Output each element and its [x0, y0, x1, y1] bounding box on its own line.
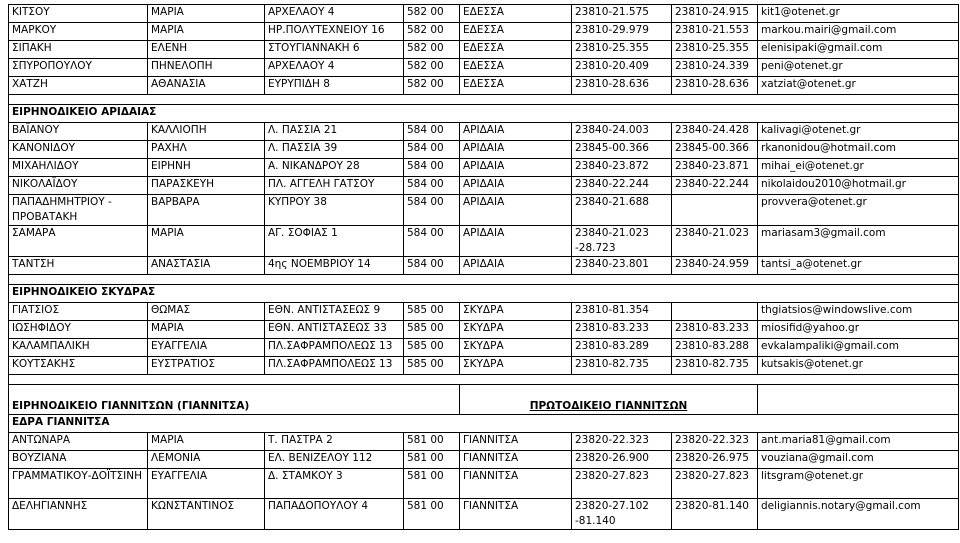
cell-phone: 23820-27.102 -81.140	[572, 499, 672, 530]
cell-city: ΑΡΙΔΑΙΑ	[460, 177, 572, 195]
cell-address: ΑΡΧΕΛΑΟΥ 4	[265, 5, 404, 23]
cell-phone: 23820-22.323	[572, 433, 672, 451]
cell-email[interactable]: mariasam3@gmail.com	[758, 226, 959, 257]
cell-address: ΗΡ.ΠΟΛΥΤΕΧΝΕΙΟΥ 16	[265, 23, 404, 41]
cell-postcode: 584 00	[404, 177, 460, 195]
cell-surname: ΓΙΑΤΣΙΟΣ	[9, 303, 148, 321]
cell-surname: ΔΕΛΗΓΙΑΝΝΗΣ	[9, 499, 148, 530]
table-row	[9, 77, 959, 95]
cell-address: Λ. ΠΑΣΣΙΑ 39	[265, 141, 404, 159]
separator-cell	[9, 375, 959, 385]
cell-surname: ΓΡΑΜΜΑΤΙΚΟΥ-ΔΟΪΤΣΙΝΗ	[9, 469, 148, 499]
separator-cell	[9, 275, 959, 285]
cell-city: ΑΡΙΔΑΙΑ	[460, 123, 572, 141]
separator-row	[9, 275, 959, 285]
cell-city: ΓΙΑΝΝΙΤΣΑ	[460, 469, 572, 499]
cell-city: ΑΡΙΔΑΙΑ	[460, 257, 572, 275]
cell-email[interactable]: mihai_ei@otenet.gr	[758, 159, 959, 177]
cell-postcode: 582 00	[404, 77, 460, 95]
cell-fax: 23810-83.288	[672, 339, 758, 357]
section-title: ΕΙΡΗΝΟΔΙΚΕΙΟ ΓΙΑΝΝΙΤΣΩΝ (ΓΙΑΝΝΙΤΣΑ)	[9, 385, 460, 415]
cell-email[interactable]: deligiannis.notary@gmail.com	[758, 499, 959, 530]
cell-city: ΕΔΕΣΣΑ	[460, 41, 572, 59]
cell-fax: 23810-24.915	[672, 5, 758, 23]
cell-surname: ΣΠΥΡΟΠΟΥΛΟΥ	[9, 59, 148, 77]
cell-city: ΕΔΕΣΣΑ	[460, 5, 572, 23]
cell-fax	[672, 195, 758, 226]
cell-first-name: ΕΥΑΓΓΕΛΙΑ	[148, 339, 265, 357]
cell-address: ΚΥΠΡΟΥ 38	[265, 195, 404, 226]
cell-postcode: 582 00	[404, 59, 460, 77]
cell-email[interactable]: evkalampaliki@gmail.com	[758, 339, 959, 357]
directory-table	[8, 4, 959, 530]
table-row	[9, 303, 959, 321]
section-title: ΕΔΡΑ ΓΙΑΝΝΙΤΣΑ	[9, 415, 959, 433]
cell-fax: 23840-21.023	[672, 226, 758, 257]
court-header-row	[9, 385, 959, 415]
cell-phone: 23810-82.735	[572, 357, 672, 375]
cell-address: ΠΑΠΑΔΟΠΟΥΛΟΥ 4	[265, 499, 404, 530]
cell-city: ΣΚΥΔΡΑ	[460, 357, 572, 375]
cell-first-name: ΕΥΑΓΓΕΛΙΑ	[148, 469, 265, 499]
cell-fax: 23840-24.428	[672, 123, 758, 141]
cell-city: ΑΡΙΔΑΙΑ	[460, 141, 572, 159]
cell-fax: 23820-81.140	[672, 499, 758, 530]
cell-city: ΕΔΕΣΣΑ	[460, 23, 572, 41]
cell-phone: 23810-83.289	[572, 339, 672, 357]
cell-fax: 23845-00.366	[672, 141, 758, 159]
cell-surname: ΚΟΥΤΣΑΚΗΣ	[9, 357, 148, 375]
cell-postcode: 585 00	[404, 339, 460, 357]
cell-postcode: 582 00	[404, 41, 460, 59]
cell-first-name: ΜΑΡΙΑ	[148, 321, 265, 339]
cell-surname: ΜΑΡΚΟΥ	[9, 23, 148, 41]
cell-phone: 23840-23.801	[572, 257, 672, 275]
cell-first-name: ΕΥΣΤΡΑΤΙΟΣ	[148, 357, 265, 375]
table-row	[9, 226, 959, 257]
cell-city: ΓΙΑΝΝΙΤΣΑ	[460, 499, 572, 530]
cell-email[interactable]: elenisipaki@gmail.com	[758, 41, 959, 59]
cell-fax: 23840-24.959	[672, 257, 758, 275]
cell-email[interactable]: rkanonidou@hotmail.com	[758, 141, 959, 159]
cell-address: ΑΡΧΕΛΑΟΥ 4	[265, 59, 404, 77]
section-title: ΕΙΡΗΝΟΔΙΚΕΙΟ ΣΚΥΔΡΑΣ	[9, 285, 959, 303]
table-row	[9, 195, 959, 226]
cell-address: ΕΘΝ. ΑΝΤΙΣΤΑΣΕΩΣ 33	[265, 321, 404, 339]
cell-city: ΑΡΙΔΑΙΑ	[460, 226, 572, 257]
cell-address: ΠΛ. ΑΓΓΕΛΗ ΓΑΤΣΟΥ	[265, 177, 404, 195]
table-row	[9, 5, 959, 23]
cell-email[interactable]: thgiatsios@windowslive.com	[758, 303, 959, 321]
cell-first-name: ΠΗΝΕΛΟΠΗ	[148, 59, 265, 77]
cell-fax	[672, 303, 758, 321]
cell-phone: 23840-21.688	[572, 195, 672, 226]
cell-city: ΕΔΕΣΣΑ	[460, 77, 572, 95]
cell-surname: ΣΙΠΑΚΗ	[9, 41, 148, 59]
section-header-aridaia	[9, 105, 959, 123]
cell-postcode: 584 00	[404, 159, 460, 177]
cell-email[interactable]: miosifid@yahoo.gr	[758, 321, 959, 339]
cell-first-name: ΚΩΝΣΤΑΝΤΙΝΟΣ	[148, 499, 265, 530]
cell-surname: ΠΑΠΑΔΗΜΗΤΡΙΟΥ - ΠΡΟΒΑΤΑΚΗ	[9, 195, 148, 226]
cell-email[interactable]: kit1@otenet.gr	[758, 5, 959, 23]
table-row	[9, 177, 959, 195]
cell-surname: ΒΟΥΖΙΑΝΑ	[9, 451, 148, 469]
table-row	[9, 321, 959, 339]
table-row	[9, 433, 959, 451]
cell-fax: 23840-23.871	[672, 159, 758, 177]
cell-phone: 23810-81.354	[572, 303, 672, 321]
cell-surname: ΣΑΜΑΡΑ	[9, 226, 148, 257]
cell-first-name: ΑΘΑΝΑΣΙΑ	[148, 77, 265, 95]
cell-postcode: 584 00	[404, 195, 460, 226]
cell-fax: 23810-25.355	[672, 41, 758, 59]
cell-surname: ΤΑΝΤΣΗ	[9, 257, 148, 275]
section-title: ΕΙΡΗΝΟΔΙΚΕΙΟ ΑΡΙΔΑΙΑΣ	[9, 105, 959, 123]
cell-surname: ΚΑΝΟΝΙΔΟΥ	[9, 141, 148, 159]
cell-city: ΣΚΥΔΡΑ	[460, 321, 572, 339]
table-row	[9, 159, 959, 177]
cell-first-name: ΜΑΡΙΑ	[148, 226, 265, 257]
cell-fax: 23820-22.323	[672, 433, 758, 451]
cell-first-name: ΕΙΡΗΝΗ	[148, 159, 265, 177]
cell-email[interactable]: nikolaidou2010@hotmail.gr	[758, 177, 959, 195]
cell-postcode: 582 00	[404, 5, 460, 23]
cell-surname: ΝΙΚΟΛΑΪΔΟΥ	[9, 177, 148, 195]
cell-fax: 23810-28.636	[672, 77, 758, 95]
cell-phone: 23840-21.023 -28.723	[572, 226, 672, 257]
cell-email[interactable]: tantsi_a@otenet.gr	[758, 257, 959, 275]
cell-city: ΣΚΥΔΡΑ	[460, 339, 572, 357]
cell-postcode: 584 00	[404, 257, 460, 275]
cell-address: ΕΥΡΥΠΙΔΗ 8	[265, 77, 404, 95]
cell-email[interactable]: kalivagi@otenet.gr	[758, 123, 959, 141]
cell-city: ΣΚΥΔΡΑ	[460, 303, 572, 321]
table-row	[9, 451, 959, 469]
cell-first-name: ΑΝΑΣΤΑΣΙΑ	[148, 257, 265, 275]
cell-phone: 23810-21.575	[572, 5, 672, 23]
table-row	[9, 357, 959, 375]
cell-phone: 23810-83.233	[572, 321, 672, 339]
cell-address: ΠΛ.ΣΑΦΡΑΜΠΟΛΕΩΣ 13	[265, 339, 404, 357]
cell-email[interactable]: peni@otenet.gr	[758, 59, 959, 77]
cell-fax: 23810-21.553	[672, 23, 758, 41]
cell-surname: ΚΑΛΑΜΠΑΛΙΚΗ	[9, 339, 148, 357]
cell-postcode: 581 00	[404, 451, 460, 469]
cell-postcode: 585 00	[404, 321, 460, 339]
table-row	[9, 141, 959, 159]
table-row	[9, 59, 959, 77]
section-header-skydra	[9, 285, 959, 303]
cell-fax: 23810-24.339	[672, 59, 758, 77]
cell-first-name: ΠΑΡΑΣΚΕΥΗ	[148, 177, 265, 195]
table-row	[9, 123, 959, 141]
cell-email[interactable]: litsgram@otenet.gr	[758, 469, 959, 499]
cell-surname: ΙΩΣΗΦΙΔΟΥ	[9, 321, 148, 339]
cell-phone: 23810-29.979	[572, 23, 672, 41]
cell-phone: 23820-26.900	[572, 451, 672, 469]
cell-city: ΑΡΙΔΑΙΑ	[460, 195, 572, 226]
cell-address: ΠΛ.ΣΑΦΡΑΜΠΟΛΕΩΣ 13	[265, 357, 404, 375]
cell-email[interactable]: xatziat@otenet.gr	[758, 77, 959, 95]
cell-postcode: 582 00	[404, 23, 460, 41]
cell-first-name: ΜΑΡΙΑ	[148, 5, 265, 23]
table-row	[9, 339, 959, 357]
cell-address: 4ης ΝΟΕΜΒΡΙΟΥ 14	[265, 257, 404, 275]
cell-postcode: 585 00	[404, 303, 460, 321]
cell-surname: ΧΑΤΖΗ	[9, 77, 148, 95]
cell-phone: 23820-27.823	[572, 469, 672, 499]
table-row	[9, 257, 959, 275]
cell-first-name: ΚΑΛΛΙΟΠΗ	[148, 123, 265, 141]
court-title: ΠΡΩΤΟΔΙΚΕΙΟ ΓΙΑΝΝΙΤΣΩΝ	[460, 385, 758, 415]
table-row	[9, 41, 959, 59]
cell-postcode: 581 00	[404, 469, 460, 499]
cell-fax: 23820-26.975	[672, 451, 758, 469]
cell-address: Δ. ΣΤΑΜΚΟΥ 3	[265, 469, 404, 499]
separator-row	[9, 375, 959, 385]
table-row	[9, 469, 959, 499]
cell-phone: 23840-23.872	[572, 159, 672, 177]
cell-email[interactable]: provvera@otenet.gr	[758, 195, 959, 226]
cell-address: ΕΛ. ΒΕΝΙΖΕΛΟΥ 112	[265, 451, 404, 469]
cell-phone: 23840-24.003	[572, 123, 672, 141]
cell-first-name: ΜΑΡΙΑ	[148, 23, 265, 41]
cell-address: ΣΤΟΥΓΙΑΝΝΑΚΗ 6	[265, 41, 404, 59]
cell-phone: 23840-22.244	[572, 177, 672, 195]
cell-postcode: 581 00	[404, 499, 460, 530]
cell-city: ΑΡΙΔΑΙΑ	[460, 159, 572, 177]
cell-first-name: ΕΛΕΝΗ	[148, 41, 265, 59]
empty-cell	[758, 385, 959, 415]
cell-city: ΓΙΑΝΝΙΤΣΑ	[460, 433, 572, 451]
cell-fax: 23810-82.735	[672, 357, 758, 375]
cell-first-name: ΘΩΜΑΣ	[148, 303, 265, 321]
cell-address: ΑΓ. ΣΟΦΙΑΣ 1	[265, 226, 404, 257]
cell-address: ΕΘΝ. ΑΝΤΙΣΤΑΣΕΩΣ 9	[265, 303, 404, 321]
cell-email[interactable]: ant.maria81@gmail.com	[758, 433, 959, 451]
cell-surname: ΜΙΧΑΗΛΙΔΟΥ	[9, 159, 148, 177]
cell-surname: ΚΙΤΣΟΥ	[9, 5, 148, 23]
seat-row	[9, 415, 959, 433]
cell-email[interactable]: kutsakis@otenet.gr	[758, 357, 959, 375]
separator-cell	[9, 95, 959, 105]
cell-postcode: 584 00	[404, 123, 460, 141]
cell-address: Τ. ΠΑΣΤΡΑ 2	[265, 433, 404, 451]
cell-fax: 23820-27.823	[672, 469, 758, 499]
table-row	[9, 499, 959, 530]
cell-first-name: ΡΑΧΗΛ	[148, 141, 265, 159]
cell-surname: ΑΝΤΩΝΑΡΑ	[9, 433, 148, 451]
cell-surname: ΒΑΪΑΝΟΥ	[9, 123, 148, 141]
cell-city: ΓΙΑΝΝΙΤΣΑ	[460, 451, 572, 469]
cell-postcode: 584 00	[404, 141, 460, 159]
cell-postcode: 581 00	[404, 433, 460, 451]
cell-email[interactable]: markou.mairi@gmail.com	[758, 23, 959, 41]
table-row	[9, 23, 959, 41]
cell-postcode: 584 00	[404, 226, 460, 257]
cell-first-name: ΛΕΜΟΝΙΑ	[148, 451, 265, 469]
cell-city: ΕΔΕΣΣΑ	[460, 59, 572, 77]
cell-phone: 23810-25.355	[572, 41, 672, 59]
cell-first-name: ΜΑΡΙΑ	[148, 433, 265, 451]
cell-address: Α. ΝΙΚΑΝΔΡΟΥ 28	[265, 159, 404, 177]
cell-postcode: 585 00	[404, 357, 460, 375]
cell-phone: 23810-28.636	[572, 77, 672, 95]
cell-first-name: ΒΑΡΒΑΡΑ	[148, 195, 265, 226]
cell-fax: 23840-22.244	[672, 177, 758, 195]
cell-phone: 23845-00.366	[572, 141, 672, 159]
cell-fax: 23810-83.233	[672, 321, 758, 339]
cell-address: Λ. ΠΑΣΣΙΑ 21	[265, 123, 404, 141]
cell-phone: 23810-20.409	[572, 59, 672, 77]
separator-row	[9, 95, 959, 105]
cell-email[interactable]: vouziana@gmail.com	[758, 451, 959, 469]
